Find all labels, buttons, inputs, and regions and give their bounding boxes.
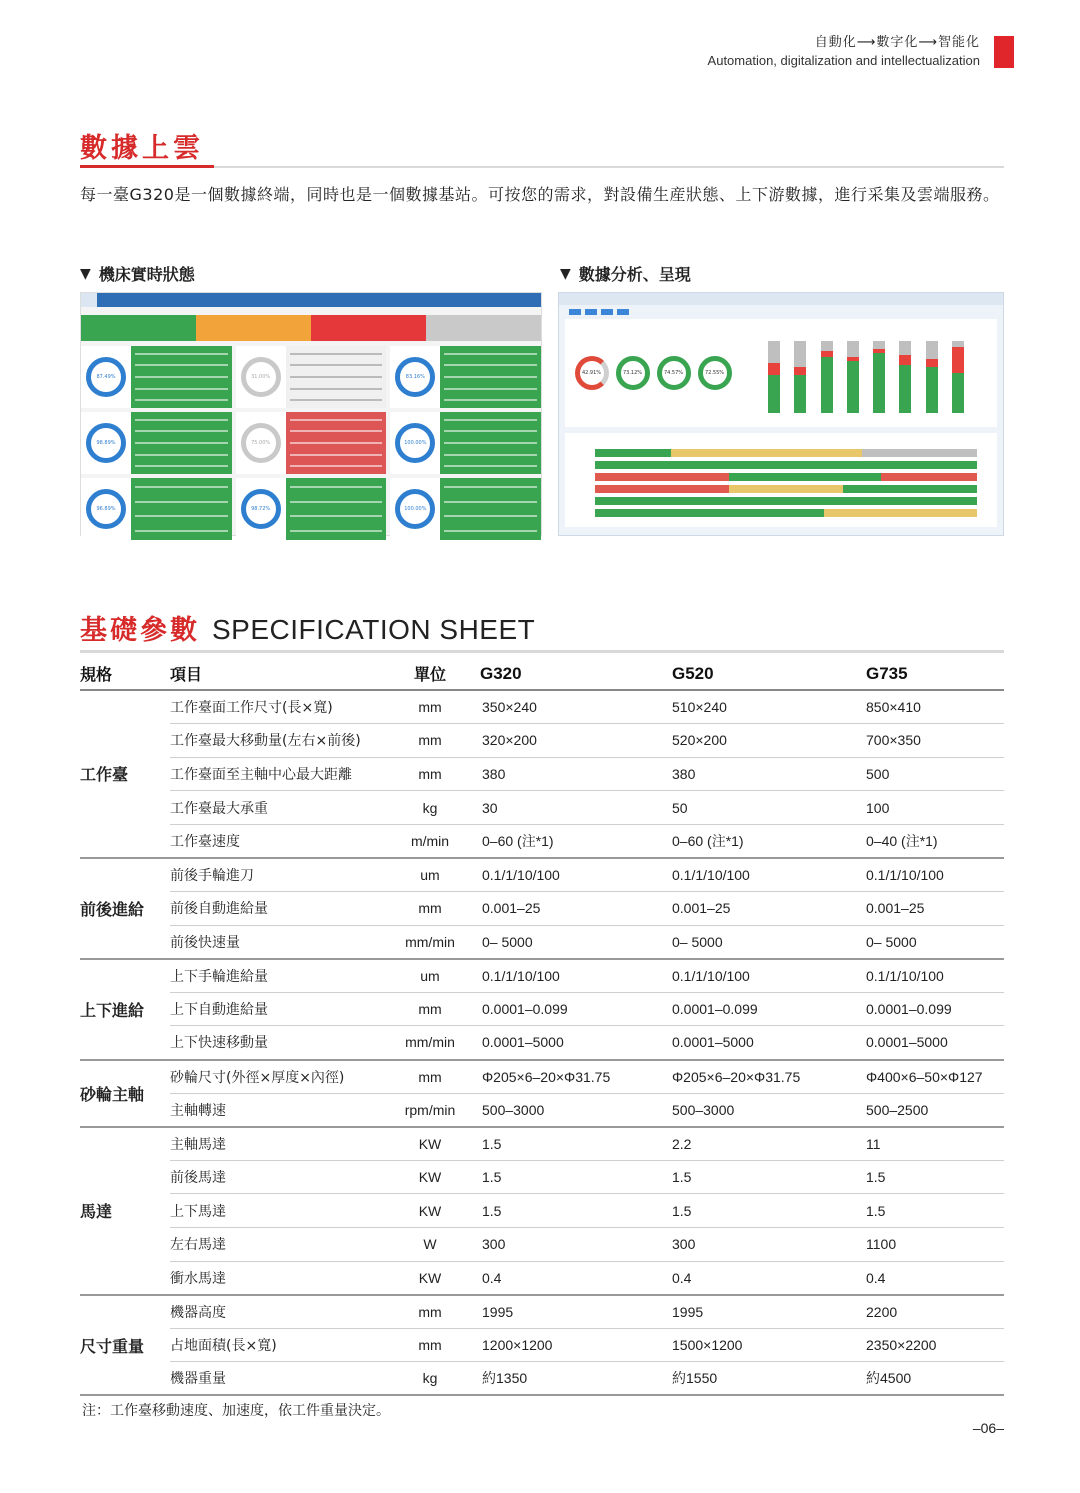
data-analysis-dashboard-image [558, 292, 1004, 536]
spec-item: 主軸轉速 [170, 1093, 380, 1127]
spec-group-label: 馬達 [80, 1127, 170, 1295]
data-analysis-heading [560, 262, 691, 285]
spec-value-g735: 0.0001–5000 [866, 1026, 1004, 1060]
col-header-g520: G520 [672, 658, 866, 690]
spec-unit: KW [380, 1261, 480, 1295]
spec-group-label: 前後進給 [80, 858, 170, 959]
spec-value-g735: 100 [866, 791, 1004, 825]
spec-value-g320: 350×240 [480, 690, 672, 724]
spec-item: 工作臺速度 [170, 824, 380, 858]
utilization-gauge: 87.49% [86, 357, 126, 397]
spec-group-label: 尺寸重量 [80, 1295, 170, 1396]
spec-value-g320: 0.1/1/10/100 [480, 959, 672, 993]
cloud-intro-text: 每一臺G320是一個數據終端，同時也是一個數據基站。可按您的需求，對設備生産狀態、上下游數據，進行采集及雲端服務。 [80, 185, 1000, 204]
spec-row [80, 1328, 1004, 1362]
spec-unit: mm [380, 757, 480, 791]
machine-card [81, 478, 232, 540]
spec-value-g735: 0.4 [866, 1261, 1004, 1295]
spec-header-row [80, 658, 1004, 690]
utilization-gauge: 100.00% [395, 489, 435, 529]
section-divider [80, 166, 1004, 168]
spec-row [80, 1026, 1004, 1060]
brand-red-block [994, 36, 1014, 68]
spec-value-g320: 1995 [480, 1295, 672, 1329]
spec-item: 上下手輪進給量 [170, 959, 380, 993]
spec-value-g520: 約1550 [672, 1362, 866, 1396]
spec-item: 前後手輪進刀 [170, 858, 380, 892]
spec-unit: KW [380, 1194, 480, 1228]
spec-value-g735: 0.001–25 [866, 892, 1004, 926]
status-cell [81, 315, 196, 341]
spec-value-g520: 0.001–25 [672, 892, 866, 926]
utilization-gauge: 96.89% [86, 489, 126, 529]
spec-value-g520: 1.5 [672, 1160, 866, 1194]
spec-value-g735: 0–40 (注*1) [866, 824, 1004, 858]
spec-value-g735: 500–2500 [866, 1093, 1004, 1127]
spec-value-g735: 0.1/1/10/100 [866, 858, 1004, 892]
section-divider-accent [80, 165, 214, 168]
utilization-gauge: 100.00% [395, 423, 435, 463]
spec-value-g520: 0– 5000 [672, 925, 866, 959]
col-header-item: 項目 [170, 658, 380, 690]
utilization-gauge: 75.00% [241, 423, 281, 463]
status-summary-bar [81, 315, 541, 341]
spec-section-title [80, 608, 535, 647]
spec-value-g735: 1.5 [866, 1194, 1004, 1228]
spec-value-g520: 0.0001–5000 [672, 1026, 866, 1060]
spec-unit: kg [380, 1362, 480, 1396]
tagline-en: Automation, digitalization and intellectualization [707, 53, 980, 68]
spec-row [80, 1093, 1004, 1127]
spec-value-g320: 1.5 [480, 1160, 672, 1194]
spec-unit: um [380, 959, 480, 993]
dashboard-tab [97, 293, 113, 307]
spec-value-g320: 0.001–25 [480, 892, 672, 926]
spec-value-g520: 520×200 [672, 724, 866, 758]
spec-item: 前後馬達 [170, 1160, 380, 1194]
col-header-g320: G320 [480, 658, 672, 690]
spec-value-g735: 1.5 [866, 1160, 1004, 1194]
machine-status-dashboard-image [80, 292, 542, 536]
spec-value-g320: 0.4 [480, 1261, 672, 1295]
utilization-gauge: 83.16% [395, 357, 435, 397]
spec-item: 工作臺面至主軸中心最大距離 [170, 757, 380, 791]
spec-value-g520: 0.4 [672, 1261, 866, 1295]
spec-value-g320: 300 [480, 1228, 672, 1262]
machine-card [81, 412, 232, 474]
spec-value-g735: 0– 5000 [866, 925, 1004, 959]
spec-item: 工作臺面工作尺寸(長×寬) [170, 690, 380, 724]
data-analysis-label: 數據分析、呈現 [578, 265, 691, 284]
page-number: –06– [972, 1420, 1004, 1436]
spec-title-en: SPECIFICATION SHEET [212, 614, 536, 645]
triangle-down-icon: ▼ [560, 265, 571, 282]
spec-value-g520: 2.2 [672, 1127, 866, 1161]
spec-value-g320: 0– 5000 [480, 925, 672, 959]
spec-row [80, 892, 1004, 926]
spec-value-g520: 1995 [672, 1295, 866, 1329]
spec-row [80, 925, 1004, 959]
spec-row [80, 1261, 1004, 1295]
machine-card [236, 478, 387, 540]
spec-row [80, 1228, 1004, 1262]
spec-row [80, 791, 1004, 825]
status-cell [426, 315, 541, 341]
stacked-bar-thumbnail [741, 319, 997, 427]
spec-value-g735: 11 [866, 1127, 1004, 1161]
rate-gauge: 72.55% [698, 356, 732, 390]
spec-item: 工作臺最大承重 [170, 791, 380, 825]
spec-unit: mm [380, 892, 480, 926]
spec-value-g520: 0–60 (注*1) [672, 824, 866, 858]
spec-value-g520: 1500×1200 [672, 1328, 866, 1362]
machine-status-label: 機床實時狀態 [98, 265, 195, 284]
spec-value-g320: 500–3000 [480, 1093, 672, 1127]
spec-unit: mm [380, 992, 480, 1026]
spec-value-g520: 510×240 [672, 690, 866, 724]
spec-value-g520: 0.1/1/10/100 [672, 858, 866, 892]
spec-unit: um [380, 858, 480, 892]
rate-gauges [565, 319, 741, 427]
spec-item: 主軸馬達 [170, 1127, 380, 1161]
rate-gauge: 42.91% [575, 356, 609, 390]
spec-value-g320: 0.0001–5000 [480, 1026, 672, 1060]
spec-value-g320: 320×200 [480, 724, 672, 758]
col-header-g735: G735 [866, 658, 1004, 690]
spec-row [80, 1160, 1004, 1194]
spec-value-g735: 500 [866, 757, 1004, 791]
status-cell [196, 315, 311, 341]
spec-value-g735: 0.1/1/10/100 [866, 959, 1004, 993]
rate-gauge: 74.57% [657, 356, 691, 390]
machine-card [236, 346, 387, 408]
utilization-gauge: 98.89% [86, 423, 126, 463]
timeline-thumbnail [565, 433, 997, 527]
spec-value-g735: 850×410 [866, 690, 1004, 724]
dashboard-tab [81, 293, 97, 307]
spec-value-g735: 約4500 [866, 1362, 1004, 1396]
spec-unit: mm [380, 724, 480, 758]
machine-card [81, 346, 232, 408]
spec-row [80, 724, 1004, 758]
spec-item: 上下快速移動量 [170, 1026, 380, 1060]
utilization-gauge: 31.00% [241, 357, 281, 397]
tagline-cn: 自動化⟶數字化⟶智能化 [814, 35, 980, 50]
machine-card-grid [81, 341, 541, 540]
spec-group-label: 上下進給 [80, 959, 170, 1060]
spec-unit: KW [380, 1127, 480, 1161]
spec-value-g320: 0.0001–0.099 [480, 992, 672, 1026]
spec-row [80, 1362, 1004, 1396]
spec-unit: kg [380, 791, 480, 825]
spec-item: 前後自動進給量 [170, 892, 380, 926]
spec-row [80, 824, 1004, 858]
spec-unit: mm [380, 1060, 480, 1094]
machine-card [236, 412, 387, 474]
spec-value-g320: 0–60 (注*1) [480, 824, 672, 858]
tagline [708, 34, 980, 70]
spec-value-g320: 30 [480, 791, 672, 825]
spec-unit: KW [380, 1160, 480, 1194]
spec-value-g520: 380 [672, 757, 866, 791]
spec-item: 機器重量 [170, 1362, 380, 1396]
dashboard-buttons [559, 305, 1003, 319]
spec-row [80, 1295, 1004, 1329]
col-header-unit: 單位 [380, 658, 480, 690]
spec-value-g735: 2200 [866, 1295, 1004, 1329]
spec-value-g320: 0.1/1/10/100 [480, 858, 672, 892]
spec-value-g735: 0.0001–0.099 [866, 992, 1004, 1026]
spec-item: 機器高度 [170, 1295, 380, 1329]
machine-status-heading [80, 262, 195, 285]
spec-unit: mm/min [380, 925, 480, 959]
spec-unit: mm [380, 1328, 480, 1362]
spec-unit: mm/min [380, 1026, 480, 1060]
spec-value-g735: 2350×2200 [866, 1328, 1004, 1362]
spec-value-g735: 1100 [866, 1228, 1004, 1262]
spec-value-g735: 700×350 [866, 724, 1004, 758]
spec-value-g520: 50 [672, 791, 866, 825]
spec-value-g520: Φ205×6–20×Φ31.75 [672, 1060, 866, 1094]
spec-item: 上下自動進給量 [170, 992, 380, 1026]
machine-card [390, 412, 541, 474]
spec-value-g320: 380 [480, 757, 672, 791]
spec-row [80, 1194, 1004, 1228]
machine-card [390, 346, 541, 408]
spec-row [80, 858, 1004, 892]
spec-unit: m/min [380, 824, 480, 858]
utilization-gauge: 98.72% [241, 489, 281, 529]
machine-card [390, 478, 541, 540]
spec-value-g520: 300 [672, 1228, 866, 1262]
col-header-spec: 規格 [80, 658, 170, 690]
spec-item: 衝水馬達 [170, 1261, 380, 1295]
spec-row [80, 757, 1004, 791]
spec-value-g320: 1200×1200 [480, 1328, 672, 1362]
spec-table [80, 658, 1004, 1396]
spec-item: 砂輪尺寸(外徑×厚度×內徑) [170, 1060, 380, 1094]
spec-value-g320: 約1350 [480, 1362, 672, 1396]
status-cell [311, 315, 426, 341]
spec-value-g520: 500–3000 [672, 1093, 866, 1127]
spec-value-g520: 0.0001–0.099 [672, 992, 866, 1026]
spec-value-g520: 0.1/1/10/100 [672, 959, 866, 993]
spec-item: 上下馬達 [170, 1194, 380, 1228]
spec-value-g520: 1.5 [672, 1194, 866, 1228]
triangle-down-icon: ▼ [80, 265, 91, 282]
spec-value-g320: 1.5 [480, 1194, 672, 1228]
spec-value-g735: Φ400×6–50×Φ127 [866, 1060, 1004, 1094]
spec-item: 占地面積(長×寬) [170, 1328, 380, 1362]
spec-row [80, 1060, 1004, 1094]
spec-row [80, 992, 1004, 1026]
rate-gauge: 73.12% [616, 356, 650, 390]
cloud-section-title: 數據上雲 [80, 133, 204, 164]
spec-row [80, 959, 1004, 993]
dashboard-titlebar [559, 293, 1003, 305]
spec-group-label: 工作臺 [80, 690, 170, 858]
spec-item: 前後快速量 [170, 925, 380, 959]
spec-row [80, 1127, 1004, 1161]
spec-unit: rpm/min [380, 1093, 480, 1127]
spec-item: 工作臺最大移動量(左右×前後) [170, 724, 380, 758]
section-divider [80, 650, 1004, 653]
spec-value-g320: Φ205×6–20×Φ31.75 [480, 1060, 672, 1094]
spec-value-g320: 1.5 [480, 1127, 672, 1161]
spec-unit: W [380, 1228, 480, 1262]
spec-unit: mm [380, 690, 480, 724]
spec-group-label: 砂輪主軸 [80, 1060, 170, 1127]
spec-item: 左右馬達 [170, 1228, 380, 1262]
dashboard-tabs [81, 293, 541, 307]
footnote: 注：工作臺移動速度、加速度，依工件重量決定。 [82, 1403, 390, 1419]
spec-row [80, 690, 1004, 724]
spec-title-cn: 基礎參數 [80, 615, 200, 646]
spec-unit: mm [380, 1295, 480, 1329]
page-header [708, 34, 1014, 70]
dashboard-summary-panel [565, 319, 997, 427]
